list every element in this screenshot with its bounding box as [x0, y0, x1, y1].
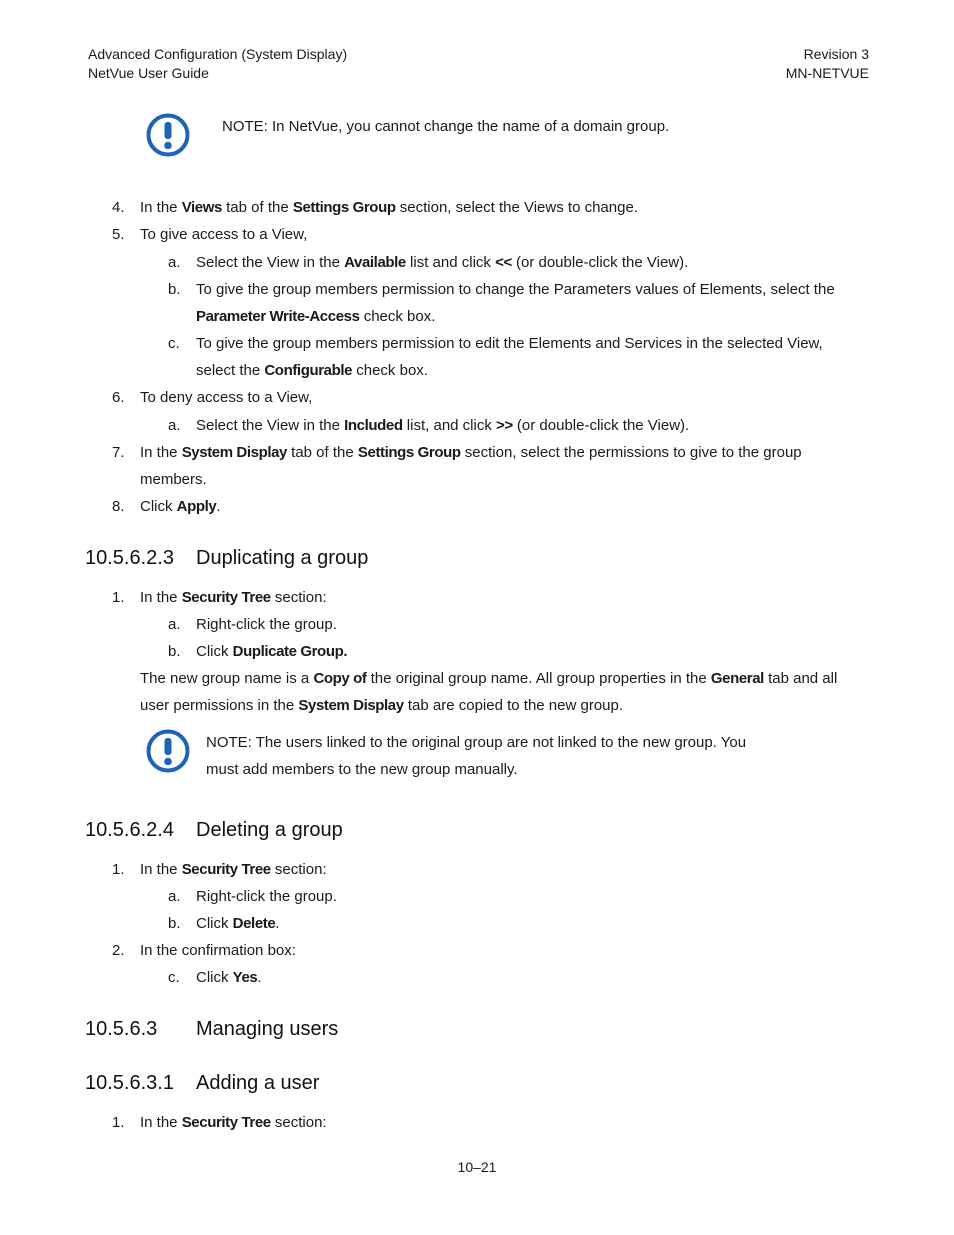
substep-letter: a.	[168, 616, 181, 633]
step-5: To give access to a View,	[140, 226, 308, 243]
del-step-1: In the Security Tree section:	[140, 861, 327, 878]
section-number: 10.5.6.2.4	[85, 819, 174, 841]
note-users-line2: must add members to the new group manually.	[206, 761, 518, 778]
page-number: 10–21	[457, 1159, 497, 1175]
step-8: Click Apply.	[140, 498, 221, 515]
step-5b-line2: Parameter Write-Access check box.	[196, 308, 436, 325]
step-4: In the Views tab of the Settings Group section, select the Views to change.	[140, 199, 638, 216]
step-5c-line1: To give the group members permission to edit the Elements and Services in the selected View,	[196, 335, 823, 352]
substep-letter: b.	[168, 281, 181, 298]
step-number: 7.	[112, 444, 125, 461]
step-number: 6.	[112, 389, 125, 406]
substep-letter: c.	[168, 335, 180, 352]
step-6a: Select the View in the Included list, and click >> (or double-click the View).	[196, 417, 690, 434]
exclamation-icon	[146, 729, 190, 773]
step-number: 1.	[112, 589, 125, 606]
del-step-1a: Right-click the group.	[196, 888, 337, 905]
section-title: Duplicating a group	[196, 547, 369, 569]
section-title: Adding a user	[196, 1072, 320, 1094]
section-title: Managing users	[196, 1018, 339, 1040]
substep-letter: a.	[168, 417, 181, 434]
section-heading	[85, 1070, 319, 1096]
step-7-line1: In the System Display tab of the Settings Group section, select the permissions to give to the group	[140, 444, 802, 461]
section-heading	[85, 817, 343, 843]
substep-letter: b.	[168, 915, 181, 932]
section-heading	[85, 545, 368, 571]
note-users-line1: NOTE: The users linked to the original group are not linked to the new group. You	[206, 734, 747, 751]
header-guide: NetVue User Guide	[88, 65, 209, 81]
step-number: 1.	[112, 861, 125, 878]
step-5a: Select the View in the Available list and click << (or double-click the View).	[196, 254, 689, 271]
substep-letter: a.	[168, 888, 181, 905]
dup-para-line2: user permissions in the System Display tab are copied to the new group.	[140, 697, 624, 714]
note-domain-group: NOTE: In NetVue, you cannot change the name of a domain group.	[222, 118, 670, 135]
substep-letter: c.	[168, 969, 180, 986]
step-number: 5.	[112, 226, 125, 243]
step-6: To deny access to a View,	[140, 389, 313, 406]
dup-para-line1: The new group name is a Copy of the original group name. All group properties in the General tab and all	[140, 670, 838, 687]
dup-step-1b: Click Duplicate Group.	[196, 643, 348, 660]
del-step-2: In the confirmation box:	[140, 942, 296, 959]
add-step-1: In the Security Tree section:	[140, 1114, 327, 1131]
section-number: 10.5.6.2.3	[85, 547, 174, 569]
section-number: 10.5.6.3	[85, 1018, 158, 1040]
header-chapter: Advanced Configuration (System Display)	[88, 46, 348, 62]
section-number: 10.5.6.3.1	[85, 1072, 174, 1094]
exclamation-icon	[146, 113, 190, 157]
step-7-line2: members.	[140, 471, 207, 488]
step-5c-line2: select the Configurable check box.	[196, 362, 428, 379]
substep-letter: b.	[168, 643, 181, 660]
del-step-1b: Click Delete.	[196, 915, 280, 932]
step-number: 8.	[112, 498, 125, 515]
section-title: Deleting a group	[196, 819, 343, 841]
header-left	[88, 45, 347, 83]
step-number: 2.	[112, 942, 125, 959]
dup-step-1a: Right-click the group.	[196, 616, 337, 633]
header-revision: Revision 3	[803, 46, 869, 62]
header-right	[786, 45, 869, 83]
step-5b-line1: To give the group members permission to change the Parameters values of Elements, select the	[196, 281, 835, 298]
section-heading	[85, 1016, 338, 1042]
del-step-2c: Click Yes.	[196, 969, 262, 986]
header-doc-id: MN-NETVUE	[785, 65, 869, 81]
step-number: 4.	[112, 199, 125, 216]
step-number: 1.	[112, 1114, 125, 1131]
substep-letter: a.	[168, 254, 181, 271]
dup-step-1: In the Security Tree section:	[140, 589, 327, 606]
